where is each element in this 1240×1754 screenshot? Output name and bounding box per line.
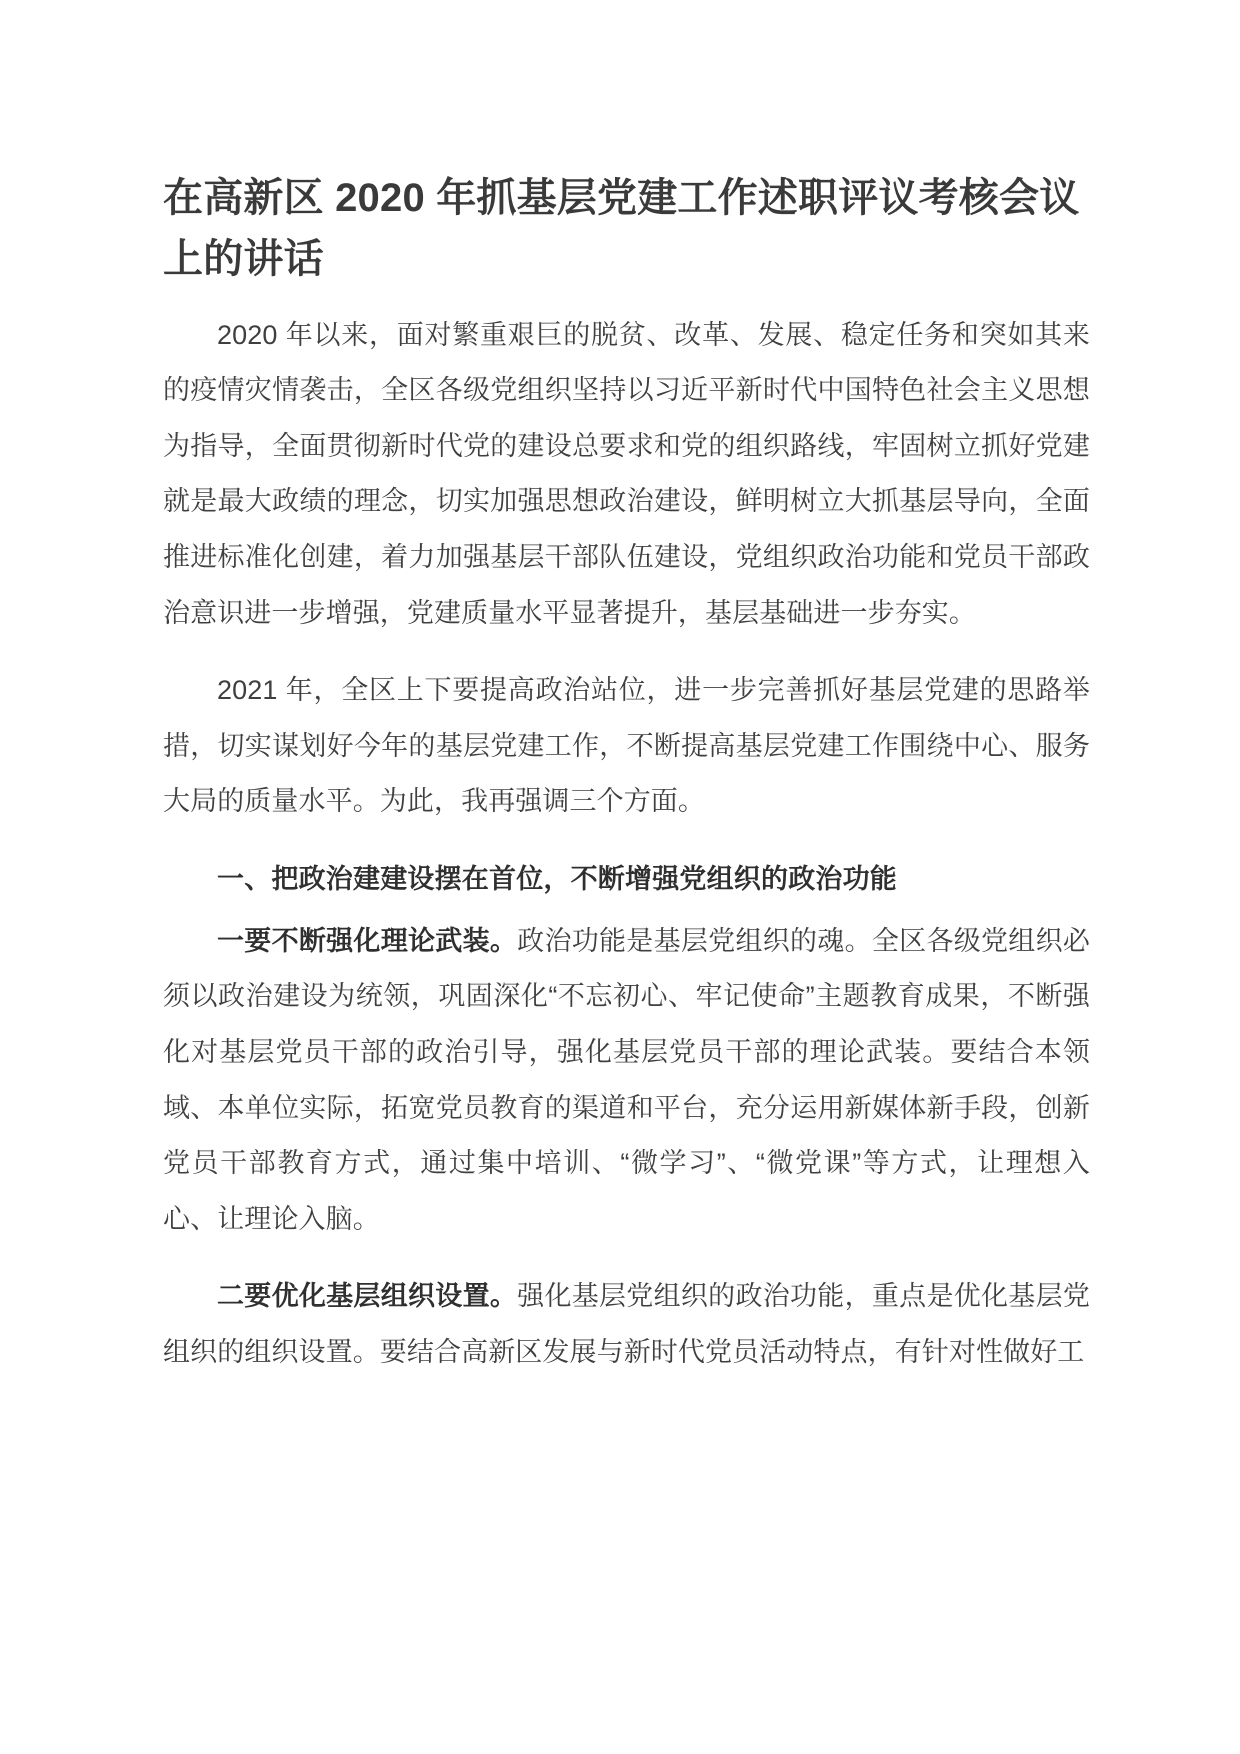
page-title-line-2: 上的讲话 bbox=[163, 236, 324, 281]
paragraph-3-body: 政治功能是基层党组织的魂。全区各级党组织必须以政治建设为统领，巩固深化“不忘初心、牢记使命”主题教育成果，不断强化对基层党员干部的政治引导，强化基层党员干部的理论武装。要结合本领域、本单位实际，拓宽党员教育的渠道和平台，充分运用新媒体新手段，创新党员干部教育方式，通过集中培训、“微学习”、“微党课”等方式，让理想入心、让理论入脑。 bbox=[163, 925, 1090, 1234]
page-title-line-1: 在高新区 2020 年抓基层党建工作述职评议考核会议 bbox=[163, 176, 1080, 220]
body-paragraph-1: 2020 年以来，面对繁重艰巨的脱贫、改革、发展、稳定任务和突如其来的疫情灾情袭击，全区各级党组织坚持以习近平新时代中国特色社会主义思想为指导，全面贯彻新时代党的建设总要求和党的组织路线，牢固树立抓好党建就是最大政绩的理念，切实加强思想政治建设，鲜明树立大抓基层导向，全面推进标准化创建，着力加强基层干部队伍建设，党组织政治功能和党员干部政治意识进一步增强，党建质量水平显著提升，基层基础进一步夯实。 bbox=[163, 319, 1090, 628]
body-paragraph-2: 2021 年，全区上下要提高政治站位，进一步完善抓好基层党建的思路举措，切实谋划好今年的基层党建工作，不断提高基层党建工作围绕中心、服务大局的质量水平。为此，我再强调三个方面。 bbox=[163, 675, 1090, 817]
page-title bbox=[163, 168, 1090, 290]
section-heading-1: 一、把政治建建设摆在首位，不断增强党组织的政治功能 bbox=[217, 864, 897, 895]
paragraph-4-body: 强化基层党组织的政治功能，重点是优化基层党组织的组织设置。要结合高新区发展与新时代党员活动特点，有针对性做好工 bbox=[163, 1281, 1090, 1367]
body-paragraph-4 bbox=[163, 1269, 1090, 1380]
body-paragraph-3 bbox=[163, 914, 1090, 1248]
paragraph-4-lead: 二要优化基层组织设置。 bbox=[217, 1281, 518, 1312]
paragraph-3-lead: 一要不断强化理论武装。 bbox=[217, 925, 518, 956]
